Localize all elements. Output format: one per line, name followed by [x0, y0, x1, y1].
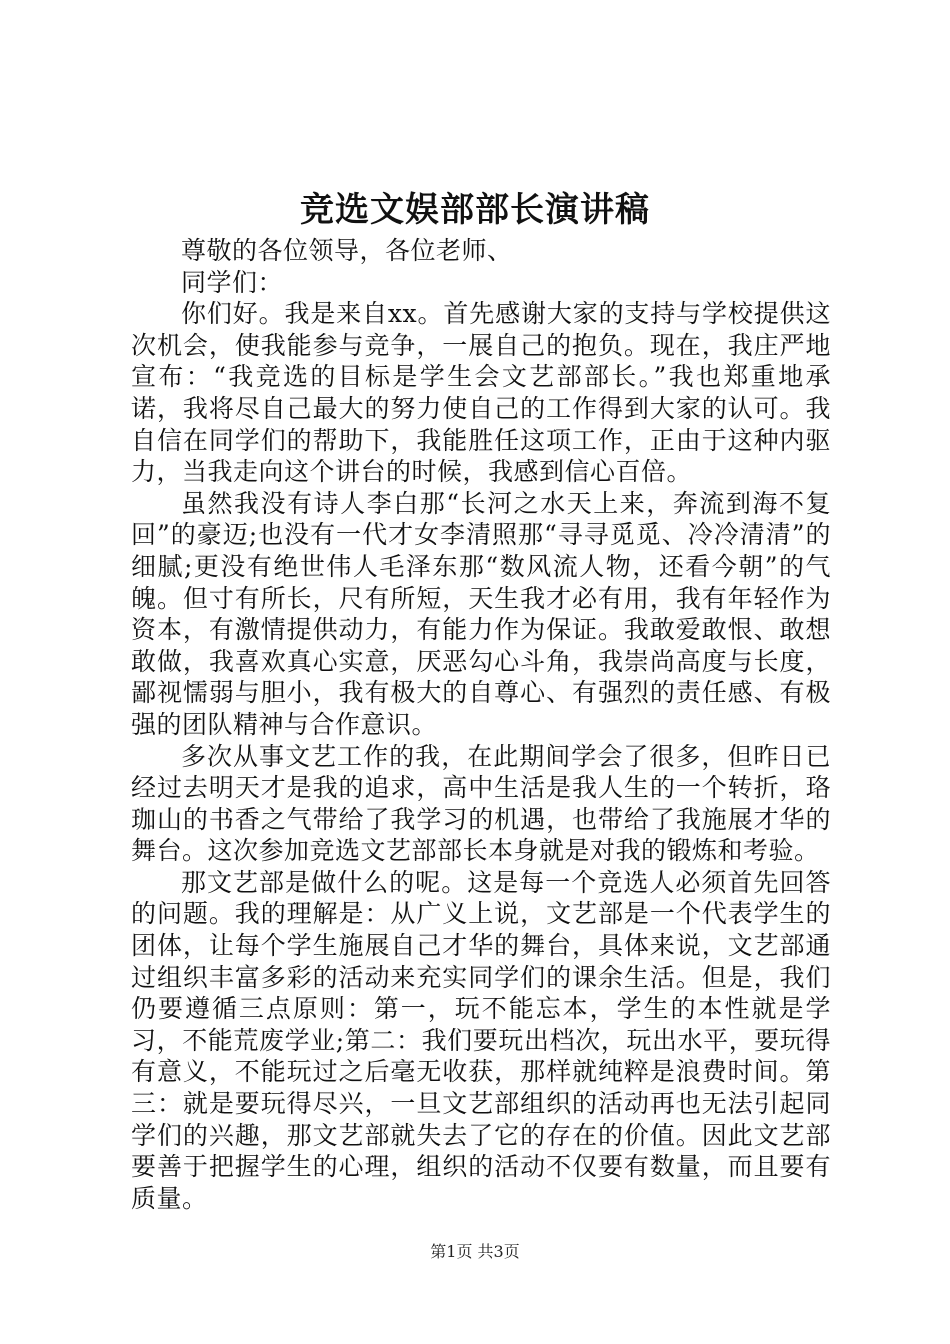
- paragraph-experience: 多次从事文艺工作的我，在此期间学会了很多，但昨日已经过去明天才是我的追求，高中生活是我人生的一个转折，珞珈山的书香之气带给了我学习的机遇，也带给了我施展才华的舞台。这次参加竞选文艺部部长本身就是对我的锻炼和考验。: [131, 741, 831, 866]
- paragraph-department-role: 那文艺部是做什么的呢。这是每一个竞选人必须首先回答的问题。我的理解是：从广义上说，文艺部是一个代表学生的团体，让每个学生施展自己才华的舞台，具体来说，文艺部通过组织丰富多彩的活动来充实同学们的课余生活。但是，我们仍要遵循三点原则：第一，玩不能忘本，学生的本性就是学习，不能荒废学业;第二：我们要玩出档次，玩出水平，要玩得有意义，不能玩过之后毫无收获，那样就纯粹是浪费时间。第三：就是要玩得尽兴，一旦文艺部组织的活动再也无法引起同学们的兴趣，那文艺部就失去了它的存在的价值。因此文艺部要善于把握学生的心理，组织的活动不仅要有数量，而且要有质量。: [131, 867, 831, 1213]
- paragraph-introduction: 你们好。我是来自xx。首先感谢大家的支持与学校提供这次机会，使我能参与竞争，一展自己的抱负。现在，我庄严地宣布：“我竞选的目标是学生会文艺部部长。”我也郑重地承诺，我将尽自己最大的努力使自己的工作得到大家的认可。我自信在同学们的帮助下，我能胜任这项工作，正由于这种内驱力，当我走向这个讲台的时候，我感到信心百倍。: [131, 299, 831, 487]
- salutation-line-2: 同学们：: [181, 267, 284, 297]
- document-body: [131, 235, 831, 1214]
- page-number-footer: 第1页 共3页: [430, 1242, 520, 1261]
- document-title: 竞选文娱部部长演讲稿: [300, 190, 650, 230]
- salutation-line-1: 尊敬的各位领导，各位老师、: [181, 236, 513, 265]
- paragraph-strengths: 虽然我没有诗人李白那“长河之水天上来，奔流到海不复回”的豪迈;也没有一代才女李清照那“寻寻觅觅、冷冷清清”的细腻;更没有绝世伟人毛泽东那“数风流人物，还看今朝”的气魄。但寸有所长，尺有所短，天生我才必有用，我有年轻作为资本，有激情提供动力，有能力作为保证。我敢爱敢恨、敢想敢做，我喜欢真心实意，厌恶勾心斗角，我崇尚高度与长度，鄙视懦弱与胆小，我有极大的自尊心、有强烈的责任感、有极强的团队精神与合作意识。: [131, 488, 831, 739]
